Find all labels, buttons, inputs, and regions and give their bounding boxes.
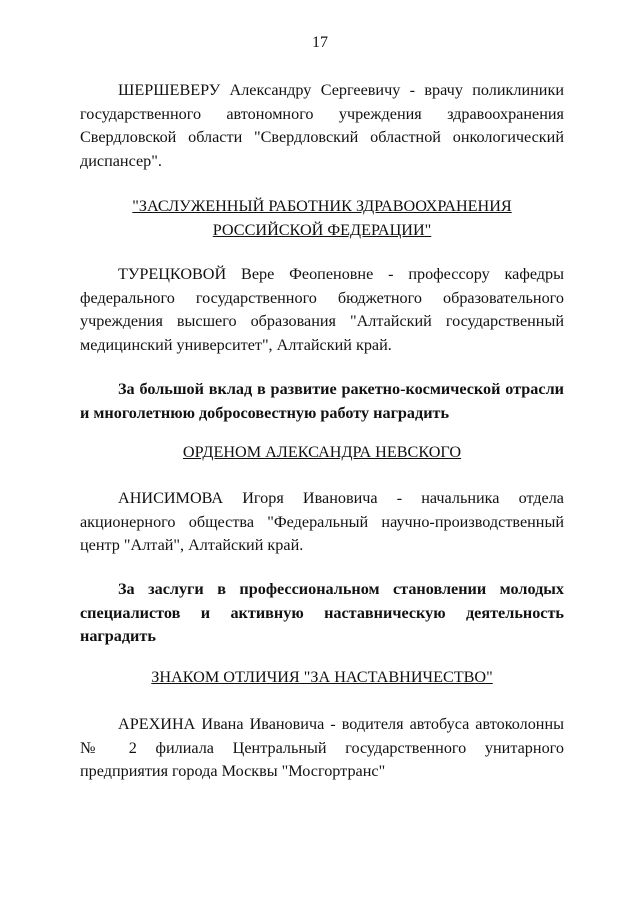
award-recipient-sherschever: ШЕРШЕВЕРУ Александру Сергеевичу - врачу поликлиники государственного автономного учреждения здравоохранения Свердловской области "Свердловский областной онкологический диспансер". [80,81,564,170]
award-title-line: ОРДЕНОМ АЛЕКСАНДРА НЕВСКОГО [182,443,462,461]
award-recipient-turetskova: ТУРЕЦКОВОЙ Вере Феопеновне - профессору кафедры федерального государственного бюджетного образовательного учреждения высшего образования "Алтайский государственный медицинский университет", Алтайский край. [80,265,564,354]
award-reason-rocket-space: За большой вклад в развитие ракетно-космической отрасли и многолетнюю добросовестную работу наградить [80,380,564,422]
page-number: 17 [312,34,328,51]
award-title-order-nevsky [80,441,564,465]
award-title-mentorship-badge [80,666,564,690]
award-title-line: ЗНАКОМ ОТЛИЧИЯ "ЗА НАСТАВНИЧЕСТВО" [151,668,493,686]
award-title-honored-health-worker [80,195,564,242]
award-title-line: "ЗАСЛУЖЕННЫЙ РАБОТНИК ЗДРАВООХРАНЕНИЯ [132,197,512,215]
award-reason-mentorship: За заслуги в профессиональном становлении молодых специалистов и активную наставническую деятельность наградить [80,580,564,645]
award-title-line: РОССИЙСКОЙ ФЕДЕРАЦИИ" [212,220,432,239]
award-recipient-arekhin: АРЕХИНА Ивана Ивановича - водителя автобуса автоколонны № 2 филиала Центральный государственного унитарного предприятия города Москвы "Мосгортранс" [80,715,564,780]
award-recipient-anisimov: АНИСИМОВА Игоря Ивановича - начальника отдела акционерного общества "Федеральный научно-производственный центр "Алтай", Алтайский край. [80,489,564,554]
